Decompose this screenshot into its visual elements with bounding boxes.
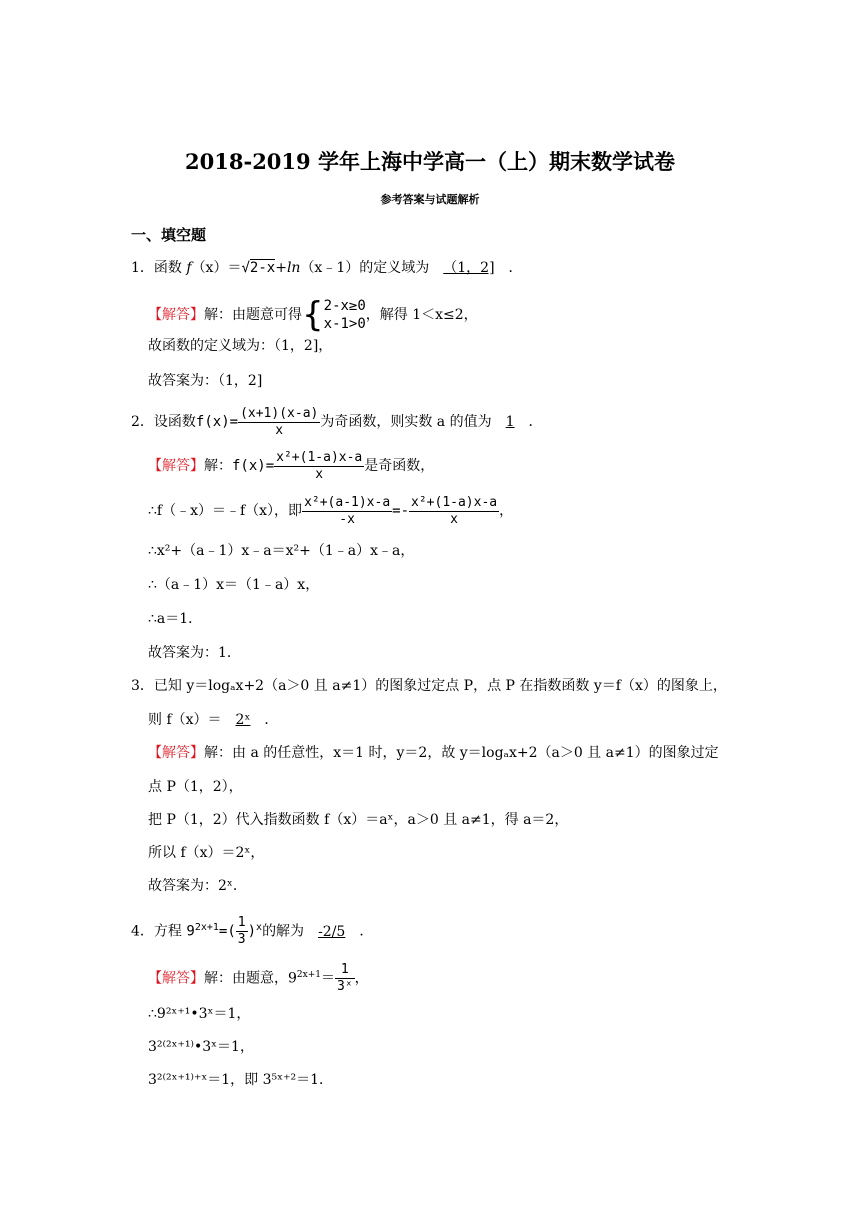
q2-solution-line-3: ∴x²+（a﹣1）x﹣a＝x²+（1﹣a）x﹣a， — [148, 543, 415, 559]
q3-solution-line-1: 【解答】解：由 a 的任意性，x＝1 时，y＝2，故 y＝logₐx+2（a＞0 且 a≠1）的图象过定 — [148, 745, 719, 761]
q3-solution-line-5: 故答案为：2ˣ． — [148, 878, 247, 894]
left-brace: { — [302, 295, 324, 335]
question-3: 3．已知 y＝logₐx+2（a＞0 且 a≠1）的图象过定点 P，点 P 在指数函数 y＝f（x）的图象上， — [131, 678, 727, 694]
sqrt-expression: √2-x — [241, 260, 276, 276]
q1-solution-line-1: 【解答】解：由题意可得{ 2-x≥0 x-1>0 ，解得 1＜x≤2， — [148, 295, 478, 335]
q2-solution-line-5: ∴a＝1． — [148, 611, 203, 627]
solution-tag: 【解答】 — [148, 745, 204, 761]
question-1: 1．函数 f（x）＝√2-x+ln（x﹣1）的定义域为 （1，2] ． — [131, 260, 523, 276]
question-number: 2． — [131, 414, 154, 430]
section-heading: 一、填空题 — [131, 226, 207, 244]
fraction: $\frac{\text{x²+(1-a)x-a}}{x}$ — [411, 494, 498, 527]
document-subtitle: 参考答案与试题解析 — [380, 193, 480, 206]
q2-solution-line-6: 故答案为：1． — [148, 645, 241, 661]
solution-tag: 【解答】 — [148, 970, 204, 987]
q2-solution-line-4: ∴（a﹣1）x＝（1﹣a）x， — [148, 577, 320, 593]
question-number: 4． — [131, 923, 154, 940]
question-4: 4．方程 $9^{2x+1}=$( $\frac{1}{3}$ )$^x$的解为 -2/5 ． — [131, 915, 374, 948]
q2-solution-line-1: 【解答】解：f(x)= $\frac{\text{x²+(1-a)x-a}}{x}$ 是奇函数， — [148, 449, 435, 482]
q2-solution-line-2: ∴f（﹣x）＝﹣f（x），即 $\frac{\text{x²+(a-1)x-a}}{-x}$ =- $\frac{\text{x²+(1-a)x-a}}{x}$ ， — [148, 494, 514, 527]
answer-blank: 2ˣ — [235, 712, 251, 728]
fraction: $\frac{\text{x²+(1-a)x-a}}{x}$ — [276, 449, 363, 482]
q3-solution-line-3: 把 P（1，2）代入指数函数 f（x）＝aˣ，a＞0 且 a≠1，得 a＝2， — [148, 812, 569, 828]
fraction: $\frac{(x+1)(x-a)}{x}$ — [240, 405, 319, 438]
q3-solution-line-4: 所以 f（x）＝2ˣ， — [148, 845, 265, 861]
solution-tag: 【解答】 — [148, 307, 204, 323]
q4-solution-line-3: 3²⁽²ˣ⁺¹⁾•3ˣ＝1， — [148, 1039, 254, 1055]
question-2: 2．设函数f(x)= $\frac{(x+1)(x-a)}{x}$ 为奇函数，则实数 a 的值为 1 ． — [131, 405, 543, 438]
answer-blank: 1 — [505, 414, 515, 430]
document-title: 2018-2019 学年上海中学高一（上）期末数学试卷 — [185, 149, 675, 174]
inequality-system: 2-x≥0 x-1>0 — [323, 298, 366, 332]
q4-solution-line-2: ∴9²ˣ⁺¹•3ˣ＝1， — [148, 1006, 251, 1022]
question-number: 1． — [131, 260, 154, 276]
q4-solution-line-1: 【解答】解：由题意，$9^{2x+1}=$ $\frac{1}{\text{3ˣ}}$ ， — [148, 962, 369, 995]
fraction: $\frac{\text{x²+(a-1)x-a}}{-x}$ — [304, 494, 391, 527]
q3-solution-line-2: 点 P（1，2）， — [148, 779, 243, 795]
q1-solution-line-3: 故答案为：（1，2] — [148, 373, 263, 389]
question-number: 3． — [131, 678, 154, 694]
fraction: $\frac{1}{\text{3ˣ}}$ — [337, 962, 353, 995]
answer-blank: （1，2] — [443, 260, 495, 276]
q1-solution-line-2: 故函数的定义域为：（1，2]， — [148, 338, 333, 354]
question-3-line-2: 则 f（x）＝ 2ˣ ． — [148, 712, 279, 728]
solution-tag: 【解答】 — [148, 458, 204, 474]
fraction: $\frac{1}{3}$ — [237, 915, 246, 948]
q4-solution-line-4: 3²⁽²ˣ⁺¹⁾⁺ˣ＝1，即 3⁵ˣ⁺²＝1． — [148, 1072, 333, 1088]
answer-blank: -2/5 — [318, 923, 346, 940]
